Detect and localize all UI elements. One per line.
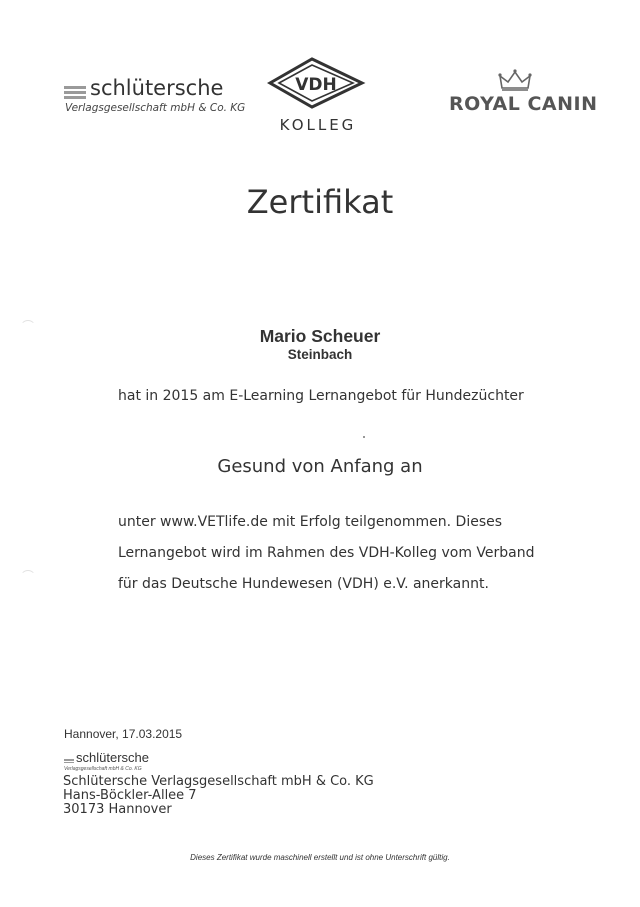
course-title: Gesund von Anfang an <box>217 456 423 477</box>
schluetersche-logo <box>64 76 254 120</box>
intro-text: hat in 2015 am E-Learning Lernangebot für Hundezüchter <box>118 388 524 404</box>
vdh-kolleg-label: KOLLEG <box>279 116 357 134</box>
recipient-city: Steinbach <box>287 347 353 362</box>
royal-canin-name: ROYAL CANIN <box>449 93 598 115</box>
schluetersche-small-mark-icon <box>64 759 74 764</box>
certificate-title: Zertifikat <box>246 183 394 221</box>
vdh-mark-text: VDH <box>295 75 337 95</box>
schluetersche-mark-icon <box>64 86 86 100</box>
crown-icon <box>498 68 532 92</box>
schluetersche-logo-subtitle: Verlagsgesellschaft mbH & Co. KG <box>65 102 246 114</box>
address-line-1: Schlütersche Verlagsgesellschaft mbH & Co. KG <box>63 774 374 789</box>
punch-hole-mark <box>20 320 36 336</box>
recipient-name: Mario Scheuer <box>259 326 381 346</box>
punch-hole-mark <box>20 570 36 586</box>
body-line-3: für das Deutsche Hundewesen (VDH) e.V. anerkannt. <box>118 576 489 592</box>
small-logo-name: schlütersche <box>76 750 149 765</box>
body-line-2: Lernangebot wird im Rahmen des VDH-Kolleg vom Verband <box>118 545 535 561</box>
royal-canin-logo <box>440 68 600 120</box>
vdh-kolleg-logo <box>262 55 372 145</box>
schluetersche-logo-name: schlütersche <box>90 76 224 100</box>
address-line-2: Hans-Böckler-Allee 7 <box>63 788 197 803</box>
schluetersche-small-logo <box>64 750 184 774</box>
place-date: Hannover, 17.03.2015 <box>64 727 183 741</box>
small-logo-subtitle: Verlagsgesellschaft mbH & Co. KG <box>64 766 142 772</box>
vdh-diamond-icon <box>262 55 372 115</box>
footer-note: Dieses Zertifikat wurde maschinell erstellt und ist ohne Unterschrift gültig. <box>190 853 450 862</box>
address-line-3: 30173 Hannover <box>63 802 172 817</box>
scan-speck <box>363 436 365 438</box>
body-line-1: unter www.VETlife.de mit Erfolg teilgenommen. Dieses <box>118 514 503 530</box>
